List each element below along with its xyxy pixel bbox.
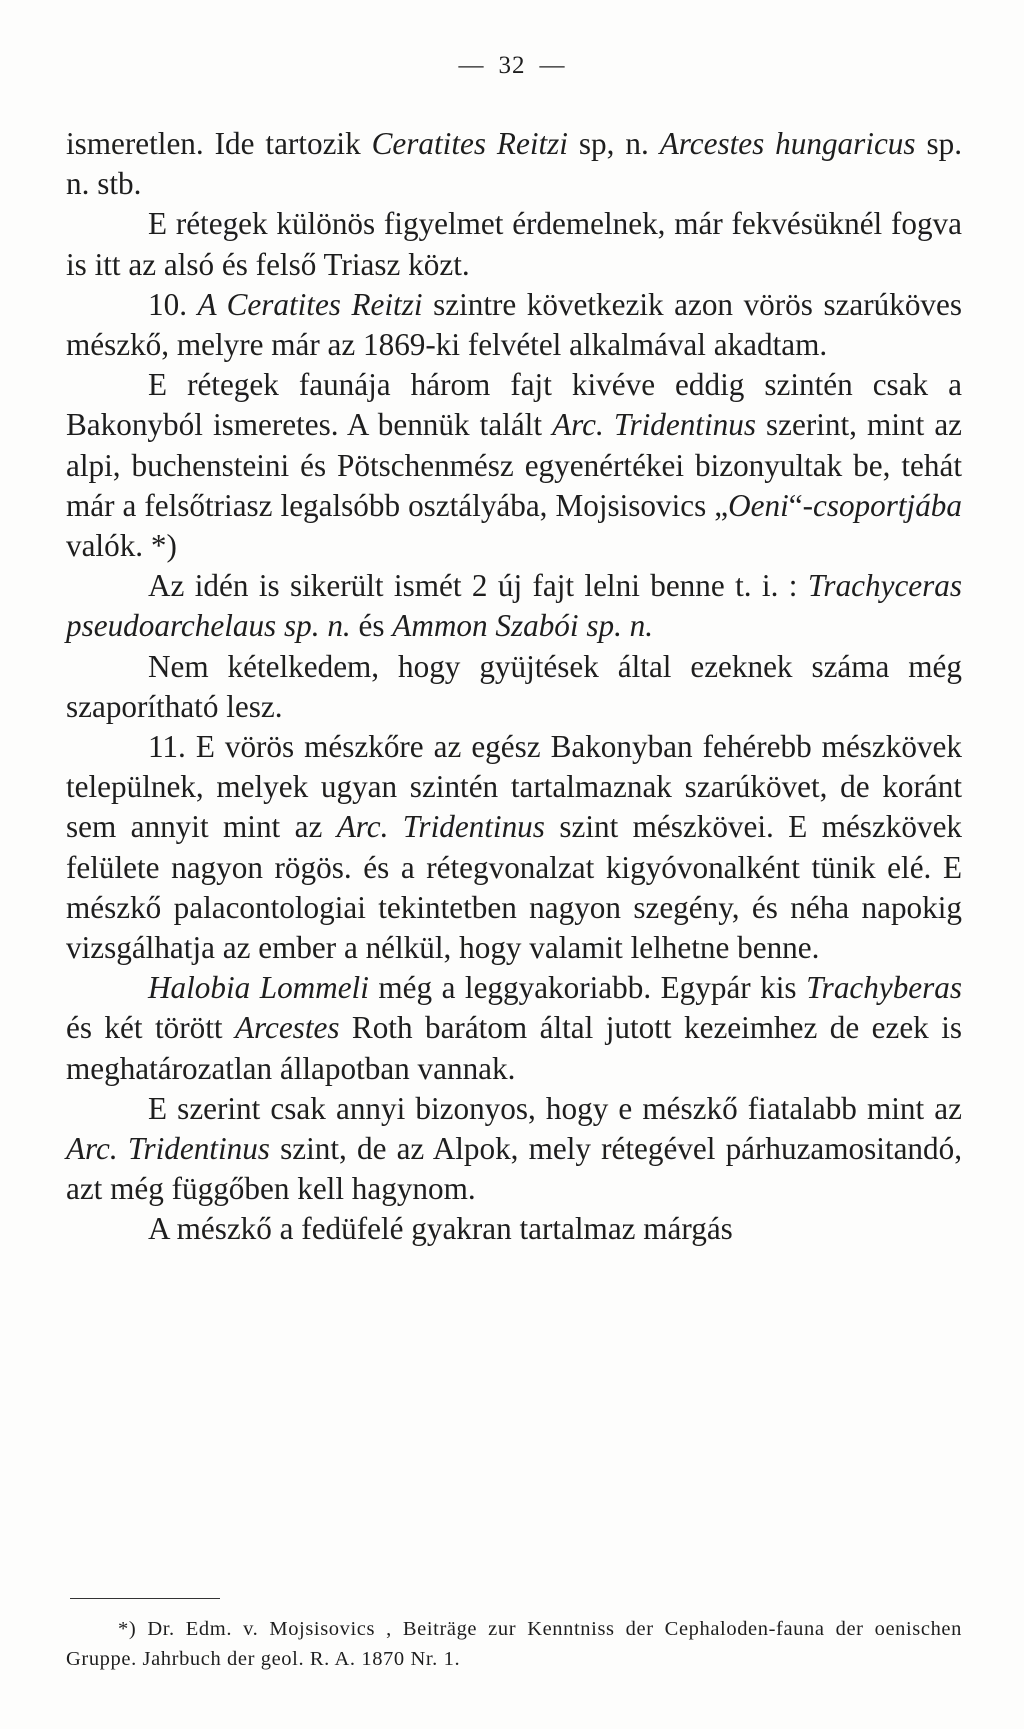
italic-term: Arcestes (234, 1010, 340, 1046)
text-run: Az idén is sikerült ismét 2 új fajt lelni benne t. i. : (148, 568, 808, 604)
italic-term: Oeni (728, 487, 789, 523)
italic-term: Trachyceras pseudoarchelaus sp. n. (66, 568, 962, 644)
text-run: “- (788, 487, 813, 523)
text-run: sp. n. stb. (66, 126, 963, 202)
paragraph (66, 124, 962, 204)
text-run: és két törött (66, 1010, 235, 1046)
paragraph (66, 365, 962, 566)
paragraph (66, 566, 962, 646)
paragraph (66, 727, 962, 968)
text-run: szintre következik azon vörös szarúköves mészkő, melyre már az 1869-ki felvétel alkalmával akadtam. (66, 286, 963, 363)
footnote (66, 1614, 962, 1674)
italic-term: Arc. Tridentinus (336, 809, 545, 845)
page-number-value: 32 (498, 52, 526, 79)
text-run: szint, de az Alpok, mely rétegével párhuzamositandó, azt még függőben kell hagynom. (66, 1131, 963, 1207)
page-number-dash-right: — (539, 52, 566, 79)
text-run: és (350, 608, 393, 644)
italic-term: Halobia Lommeli (148, 970, 369, 1006)
italic-term: Ceratites Reitzi (371, 126, 568, 161)
italic-term: Trachyberas (806, 970, 962, 1006)
body-text (66, 124, 962, 1250)
text-run: szerint, mint az alpi, buchensteini és Pötschenmész egyenértékei bizonyultak be, tehát már a felsőtriasz legalsóbb osztályába, Mojsisovics „ (66, 407, 963, 523)
paragraph (66, 285, 962, 365)
text-run: E rétegek különös figyelmet érdemelnek, már fekvésüknél fogva is itt az alsó és felső Triasz közt. (66, 206, 962, 282)
page-number-dash-left: — (458, 52, 485, 79)
text-run: 11. E vörös mészkőre az egész Bakonyban fehérebb mészkövek települnek, melyek ugyan szintén tartalmaznak szarúkövet, de koránt sem annyit mint az (66, 729, 962, 845)
text-run: Nem kételkedem, hogy gyüjtések által ezeknek száma még szaporítható lesz. (66, 648, 962, 724)
paragraph (66, 968, 962, 1089)
text-run: E rétegek faunája három fajt kivéve eddig szintén csak a Bakonyból ismeretes. A bennük talált (66, 367, 962, 443)
footnote-text: *) Dr. Edm. v. Mojsisovics , Beiträge zur Kenntniss der Cephaloden-fauna der oenischen Gruppe. Jahrbuch der geol. R. A. 1870 Nr. 1. (66, 1618, 962, 1670)
footnote-divider (70, 1598, 220, 1599)
text-run: 10. (148, 286, 198, 322)
italic-term: Arcestes hungaricus (659, 126, 916, 161)
paragraph (66, 204, 962, 284)
text-run: E szerint csak annyi bizonyos, hogy e mészkő fiatalabb mint az (148, 1090, 962, 1126)
italic-term: A Ceratites Reitzi (197, 286, 423, 322)
text-run: ismeretlen. Ide tartozik (66, 126, 372, 161)
paragraph (66, 647, 962, 727)
italic-term: Arc. Tridentinus (552, 407, 756, 443)
paragraph (66, 1209, 962, 1249)
text-run: még a leggyakoriabb. Egypár kis (368, 970, 807, 1006)
text-run: szint mészkövei. E mészkövek felülete nagyon rögös. és a rétegvonalzat kigyóvonalként tünik elé. E mészkő palacontologiai tekintetben nagyon szegény, és néha napokig vizsgálhatja az ember a nélkül, hogy valamit lelhetne benne. (66, 809, 962, 966)
paragraph (66, 1089, 962, 1210)
italic-term: Arc. Tridentinus (66, 1131, 270, 1167)
text-run: Roth barátom által jutott kezeimhez de ezek is meghatározatlan állapotban vannak. (66, 1010, 963, 1086)
text-run: sp, n. (567, 126, 660, 161)
text-run: valók. *) (66, 528, 177, 564)
italic-term: Ammon Szabói sp. n. (392, 608, 654, 644)
italic-term: csoportjába (812, 487, 962, 523)
text-run: A mészkő a fedüfelé gyakran tartalmaz márgás (148, 1211, 733, 1247)
page-number (0, 52, 1024, 80)
